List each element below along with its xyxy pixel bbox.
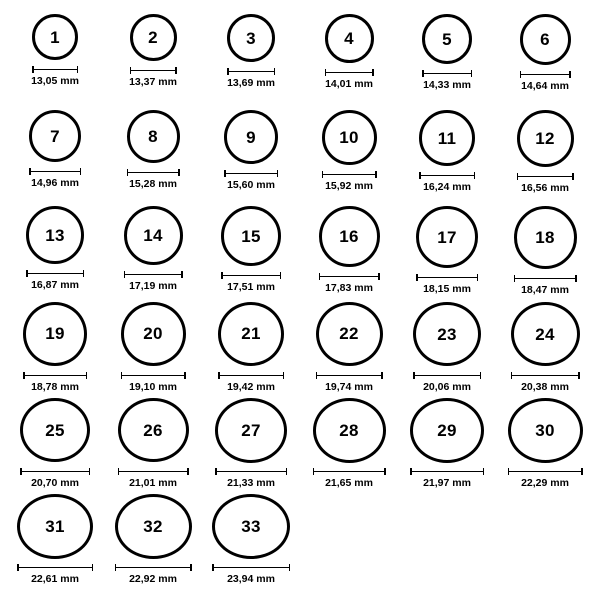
diameter-measure-bar <box>212 564 290 571</box>
ring-size-label: 11 <box>437 128 457 148</box>
diameter-measure-bar <box>29 167 81 176</box>
measure-line <box>325 72 374 73</box>
ring-circle <box>215 398 287 463</box>
ring-size-cell[interactable] <box>6 488 104 584</box>
ring-circle <box>32 14 78 60</box>
diameter-measure-bar <box>517 172 574 181</box>
ring-circle <box>325 14 374 63</box>
ring-diameter-label: 14,33 mm <box>423 79 471 91</box>
ring-circle <box>422 14 472 64</box>
ring-size-label: 5 <box>442 29 452 49</box>
ring-size-cell[interactable] <box>6 200 104 296</box>
diameter-measure-bar <box>410 468 484 476</box>
diameter-measure-bar <box>115 564 192 571</box>
ring-diameter-label: 19,10 mm <box>129 380 177 393</box>
ring-diameter-label: 16,87 mm <box>31 279 79 291</box>
ring-size-cell[interactable] <box>496 200 594 296</box>
ring-circle <box>511 302 580 366</box>
ring-size-label: 20 <box>143 324 163 344</box>
diameter-measure-bar <box>511 371 580 379</box>
ring-diameter-label: 16,24 mm <box>423 181 471 193</box>
measure-line <box>410 471 484 472</box>
ring-grid <box>6 8 594 584</box>
measure-line <box>520 74 571 75</box>
ring-size-label: 17 <box>437 227 457 247</box>
measure-line <box>17 567 93 568</box>
ring-size-label: 4 <box>344 29 354 48</box>
ring-size-label: 29 <box>437 420 457 440</box>
ring-diameter-label: 21,01 mm <box>129 476 177 489</box>
diameter-measure-bar <box>218 371 284 380</box>
ring-size-label: 24 <box>535 324 555 344</box>
ring-circle <box>227 14 275 62</box>
ring-circle <box>17 494 93 559</box>
measure-line <box>422 73 472 74</box>
diameter-measure-bar <box>227 67 275 76</box>
ring-circle <box>23 302 87 366</box>
ring-size-cell[interactable] <box>202 488 300 584</box>
measure-line <box>215 471 287 472</box>
ring-size-label: 12 <box>535 129 555 148</box>
ring-diameter-label: 20,06 mm <box>423 380 471 393</box>
diameter-measure-bar <box>118 467 189 475</box>
ring-size-cell[interactable] <box>202 200 300 296</box>
diameter-measure-bar <box>313 468 386 476</box>
ring-size-label: 22 <box>339 324 359 344</box>
measure-line <box>26 273 84 274</box>
measure-line <box>413 375 481 376</box>
diameter-measure-bar <box>17 564 93 572</box>
measure-line <box>322 174 377 175</box>
measure-line <box>212 567 290 568</box>
measure-line <box>127 172 180 173</box>
diameter-measure-bar <box>32 65 78 74</box>
ring-circle <box>118 398 189 462</box>
ring-circle <box>20 398 90 462</box>
ring-size-label: 7 <box>50 126 60 146</box>
ring-diameter-label: 20,70 mm <box>31 476 79 489</box>
ring-diameter-label: 18,78 mm <box>31 380 79 393</box>
measure-line <box>316 375 383 376</box>
ring-diameter-label: 13,05 mm <box>31 75 79 87</box>
measure-line <box>32 69 78 70</box>
ring-diameter-label: 16,56 mm <box>521 182 569 194</box>
measure-line <box>319 276 380 277</box>
ring-size-label: 15 <box>241 226 261 246</box>
measure-line <box>224 173 278 174</box>
ring-size-cell[interactable] <box>104 8 202 104</box>
ring-size-cell[interactable] <box>300 392 398 488</box>
measure-line <box>514 278 577 279</box>
ring-size-cell[interactable] <box>300 104 398 200</box>
ring-size-label: 3 <box>246 28 256 48</box>
ring-circle <box>316 302 383 366</box>
ring-size-label: 31 <box>45 516 65 536</box>
ring-circle <box>520 14 571 65</box>
diameter-measure-bar <box>319 272 380 281</box>
ring-diameter-label: 15,28 mm <box>129 178 177 190</box>
diameter-measure-bar <box>514 274 577 283</box>
ring-size-cell[interactable] <box>398 392 496 488</box>
ring-diameter-label: 23,94 mm <box>227 572 275 585</box>
measure-line <box>23 375 87 376</box>
ring-circle <box>413 302 481 366</box>
ring-circle <box>322 110 377 165</box>
ring-size-cell[interactable] <box>300 8 398 104</box>
measure-line <box>227 71 275 72</box>
ring-diameter-label: 21,65 mm <box>325 476 373 489</box>
diameter-measure-bar <box>316 371 383 380</box>
ring-circle <box>127 110 180 163</box>
ring-size-label: 6 <box>540 30 550 49</box>
ring-diameter-label: 13,37 mm <box>129 76 177 88</box>
ring-diameter-label: 14,96 mm <box>31 177 79 189</box>
measure-line <box>118 471 189 472</box>
ring-circle <box>221 206 281 266</box>
ring-diameter-label: 14,64 mm <box>521 80 569 92</box>
ring-diameter-label: 15,60 mm <box>227 179 275 191</box>
ring-size-cell[interactable] <box>202 8 300 104</box>
measure-line <box>419 175 475 176</box>
diameter-measure-bar <box>130 66 177 75</box>
ring-circle <box>130 14 177 61</box>
ring-diameter-label: 21,33 mm <box>227 476 275 489</box>
diameter-measure-bar <box>416 273 478 282</box>
diameter-measure-bar <box>413 371 481 379</box>
diameter-measure-bar <box>215 468 287 476</box>
measure-line <box>218 375 284 376</box>
measure-line <box>416 277 478 278</box>
ring-size-label: 26 <box>143 420 163 440</box>
ring-diameter-label: 19,42 mm <box>227 380 275 393</box>
diameter-measure-bar <box>124 270 183 279</box>
measure-line <box>20 471 90 472</box>
diameter-measure-bar <box>20 467 90 475</box>
ring-circle <box>514 206 577 269</box>
ring-circle <box>419 110 475 166</box>
ring-circle <box>29 110 81 162</box>
diameter-measure-bar <box>23 371 87 380</box>
measure-line <box>130 70 177 71</box>
ring-size-cell[interactable] <box>202 296 300 392</box>
ring-circle <box>121 302 186 366</box>
ring-circle <box>410 398 484 463</box>
ring-size-cell[interactable] <box>104 392 202 488</box>
ring-size-label: 25 <box>45 420 65 440</box>
diameter-measure-bar <box>224 169 278 178</box>
ring-size-label: 13 <box>45 225 65 245</box>
ring-size-cell[interactable] <box>6 392 104 488</box>
diameter-measure-bar <box>325 68 374 77</box>
diameter-measure-bar <box>322 170 377 179</box>
ring-size-cell[interactable] <box>496 392 594 488</box>
ring-size-cell[interactable] <box>398 8 496 104</box>
ring-size-cell[interactable] <box>6 8 104 104</box>
ring-size-cell[interactable] <box>104 296 202 392</box>
ring-size-label: 33 <box>241 517 261 537</box>
ring-size-cell[interactable] <box>202 392 300 488</box>
ring-circle <box>416 206 478 268</box>
ring-size-label: 19 <box>45 324 65 344</box>
ring-size-label: 30 <box>535 420 555 440</box>
ring-diameter-label: 18,15 mm <box>423 283 471 295</box>
diameter-measure-bar <box>121 371 186 380</box>
diameter-measure-bar <box>520 70 571 79</box>
measure-line <box>511 375 580 376</box>
measure-line <box>121 375 186 376</box>
ring-circle <box>212 494 290 559</box>
measure-line <box>313 471 386 472</box>
ring-circle <box>115 494 192 559</box>
measure-line <box>517 176 574 177</box>
ring-diameter-label: 17,83 mm <box>325 282 373 294</box>
ring-size-cell[interactable] <box>496 296 594 392</box>
diameter-measure-bar <box>508 468 583 476</box>
ring-size-label: 32 <box>143 517 163 536</box>
ring-size-label: 18 <box>535 228 555 247</box>
ring-size-cell[interactable] <box>300 200 398 296</box>
ring-diameter-label: 13,69 mm <box>227 77 275 89</box>
ring-size-label: 28 <box>339 420 359 440</box>
diameter-measure-bar <box>419 171 475 180</box>
ring-diameter-label: 20,38 mm <box>521 380 569 393</box>
diameter-measure-bar <box>26 269 84 278</box>
ring-size-label: 21 <box>241 324 261 344</box>
ring-size-label: 2 <box>148 28 158 47</box>
ring-diameter-label: 22,61 mm <box>31 572 79 585</box>
ring-size-cell[interactable] <box>398 200 496 296</box>
measure-line <box>29 171 81 172</box>
ring-circle <box>218 302 284 366</box>
ring-size-cell[interactable] <box>398 296 496 392</box>
ring-size-cell[interactable] <box>104 104 202 200</box>
ring-circle <box>224 110 278 164</box>
measure-line <box>115 567 192 568</box>
diameter-measure-bar <box>221 271 281 280</box>
ring-size-cell[interactable] <box>104 200 202 296</box>
ring-diameter-label: 18,47 mm <box>521 284 569 296</box>
ring-size-label: 27 <box>241 420 261 440</box>
ring-diameter-label: 22,92 mm <box>129 572 177 585</box>
diameter-measure-bar <box>127 168 180 177</box>
diameter-measure-bar <box>422 69 472 78</box>
ring-circle <box>26 206 84 264</box>
ring-size-cell[interactable] <box>202 104 300 200</box>
ring-circle <box>319 206 380 267</box>
ring-diameter-label: 17,51 mm <box>227 281 275 293</box>
ring-diameter-label: 21,97 mm <box>423 476 471 489</box>
ring-size-cell[interactable] <box>300 296 398 392</box>
ring-size-cell[interactable] <box>6 296 104 392</box>
ring-size-cell[interactable] <box>6 104 104 200</box>
ring-diameter-label: 22,29 mm <box>521 476 569 489</box>
ring-size-label: 9 <box>246 127 256 147</box>
ring-size-cell[interactable] <box>398 104 496 200</box>
ring-diameter-label: 17,19 mm <box>129 280 177 292</box>
ring-size-label: 10 <box>339 128 359 147</box>
measure-line <box>124 274 183 275</box>
ring-circle <box>313 398 386 463</box>
measure-line <box>221 275 281 276</box>
ring-circle <box>508 398 583 463</box>
ring-circle <box>124 206 183 265</box>
ring-size-label: 16 <box>339 227 359 246</box>
ring-diameter-label: 14,01 mm <box>325 78 373 90</box>
ring-size-cell[interactable] <box>496 8 594 104</box>
ring-size-label: 8 <box>148 127 158 146</box>
ring-size-label: 14 <box>143 226 163 245</box>
ring-size-label: 1 <box>50 27 60 47</box>
ring-size-label: 23 <box>437 324 457 344</box>
measure-line <box>508 471 583 472</box>
ring-diameter-label: 15,92 mm <box>325 180 373 192</box>
ring-circle <box>517 110 574 167</box>
ring-size-cell[interactable] <box>104 488 202 584</box>
ring-diameter-label: 19,74 mm <box>325 380 373 393</box>
ring-size-cell[interactable] <box>496 104 594 200</box>
